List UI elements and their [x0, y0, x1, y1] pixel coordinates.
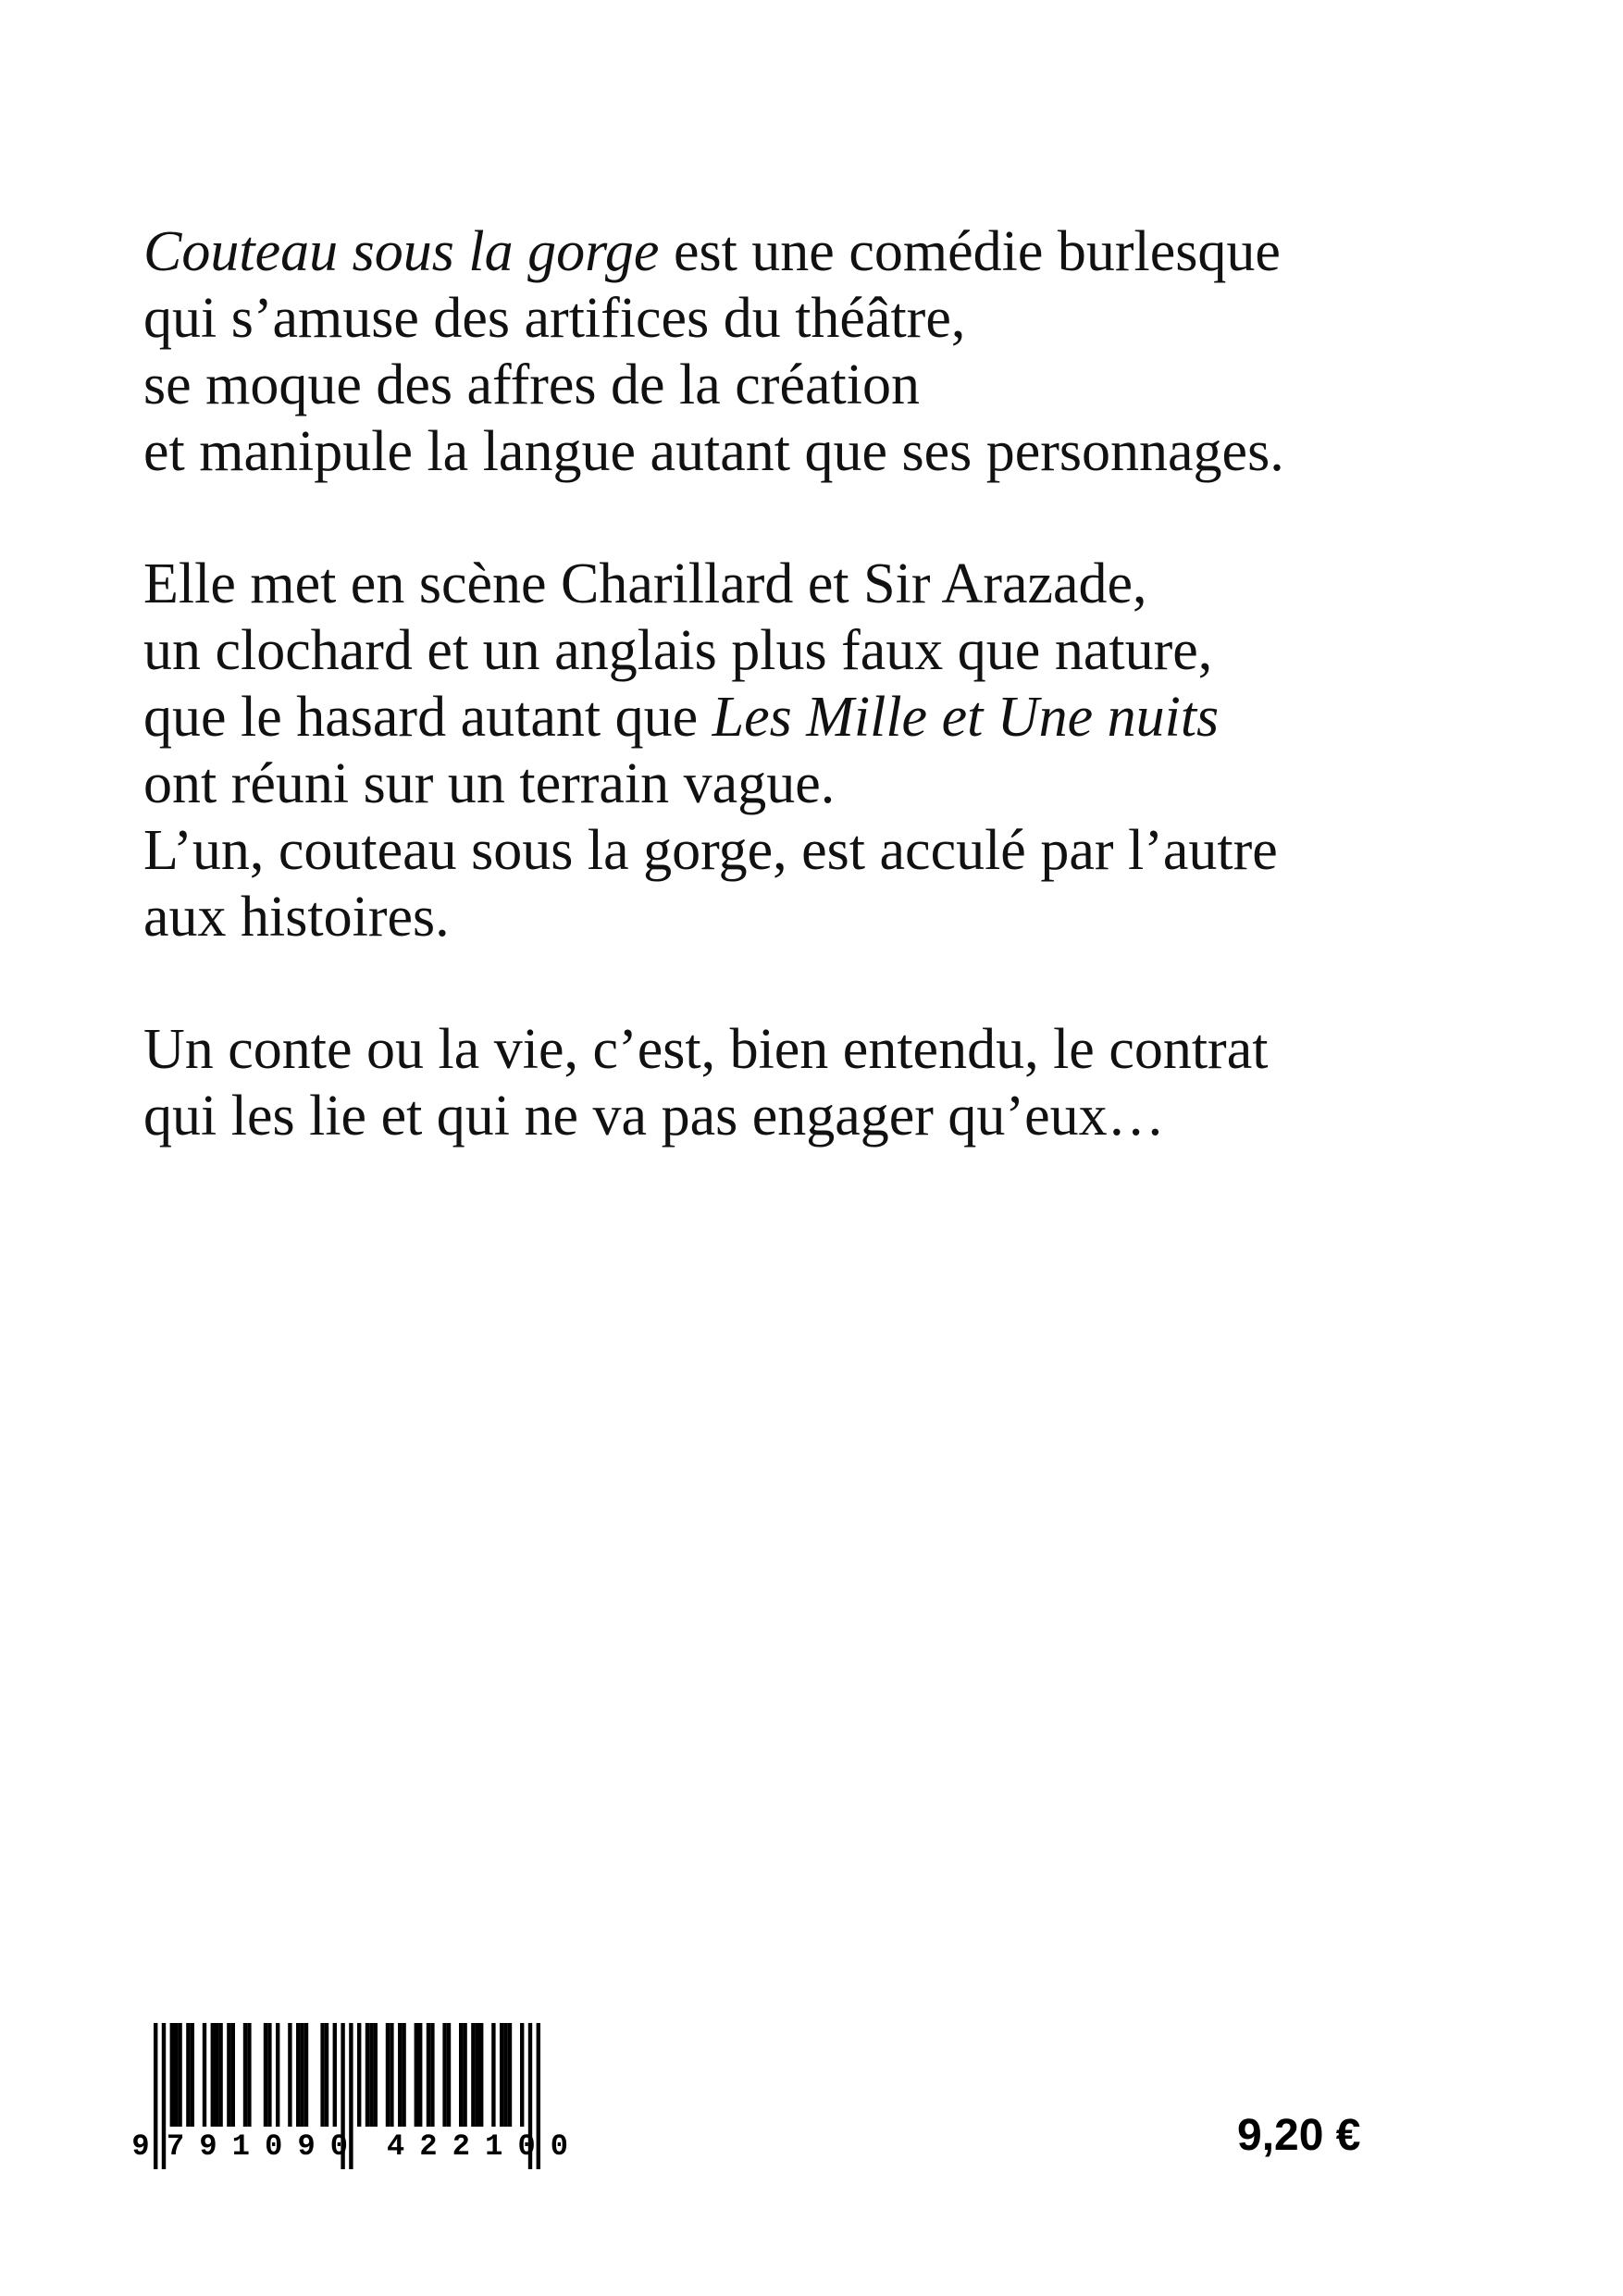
blurb-line: un clochard et un anglais plus faux que nature, [143, 619, 1213, 682]
barcode-bar [500, 2023, 503, 2127]
barcode-bar [243, 2023, 247, 2127]
isbn-lead-digit: 9 [131, 2129, 150, 2160]
barcode-bar [170, 2023, 174, 2127]
barcode-bar [508, 2023, 512, 2127]
barcode-bar [374, 2023, 378, 2127]
referenced-title: Les Mille et Une nuits [712, 686, 1220, 749]
blurb-line [143, 684, 1513, 751]
barcode-bar [191, 2023, 194, 2127]
blurb-line: ont réuni sur un terrain vague. [143, 752, 836, 815]
barcode-bar [218, 2023, 222, 2127]
barcode-bar [418, 2023, 422, 2127]
barcode-bar [211, 2023, 215, 2127]
barcode-bar [267, 2023, 271, 2127]
barcode-bar [288, 2023, 291, 2127]
price-label: 9,20 € [1237, 2111, 1361, 2160]
barcode-bar [325, 2023, 328, 2127]
blurb-line: et manipule la langue autant que ses personnages. [143, 420, 1284, 483]
paragraph-gap [143, 950, 1513, 1016]
blurb-text: que le hasard autant que [143, 686, 712, 749]
barcode-bar [276, 2023, 279, 2127]
barcode-bar [463, 2023, 466, 2127]
barcode-bar [365, 2023, 369, 2127]
barcode-bar [186, 2023, 190, 2127]
barcode-bar [333, 2023, 337, 2127]
barcode-bar [357, 2023, 361, 2127]
blurb-line: se moque des affres de la création [143, 354, 920, 416]
barcode-bar [369, 2023, 373, 2127]
blurb-line: L’un, couteau sous la gorge, est acculé par l’autre [143, 819, 1278, 882]
book-title: Couteau sous la gorge [143, 220, 660, 283]
barcode-bar [520, 2023, 524, 2127]
blurb-line: Elle met en scène Charillard et Sir Arazade, [143, 552, 1147, 615]
blurb-text: est une comédie burlesque [659, 220, 1281, 283]
paragraph-gap [143, 485, 1513, 551]
barcode-bar [402, 2023, 405, 2127]
barcode-bar [247, 2023, 251, 2127]
barcode-bar [459, 2023, 463, 2127]
barcode-bar [415, 2023, 418, 2127]
isbn-digits [130, 2127, 629, 2160]
barcode-bar [203, 2023, 206, 2127]
barcode-bar [427, 2023, 430, 2127]
isbn-left-group: 791090 [167, 2129, 348, 2160]
barcode-bar [264, 2023, 267, 2127]
barcode-bar [442, 2023, 446, 2127]
back-cover-blurb [143, 218, 1513, 1149]
blurb-line: Un conte ou la vie, c’est, bien entendu, le contrat [143, 1018, 1269, 1081]
barcode-bar [471, 2023, 475, 2127]
isbn-digits-svg [130, 2127, 629, 2160]
barcode-bar [491, 2023, 495, 2127]
barcode-bar [503, 2023, 507, 2127]
barcode-bar [231, 2023, 235, 2127]
barcode-bar [215, 2023, 218, 2127]
barcode-bar [227, 2023, 230, 2127]
barcode-bar [476, 2023, 479, 2127]
barcode-bar [320, 2023, 324, 2127]
barcode-bar [447, 2023, 451, 2127]
barcode-bar [300, 2023, 304, 2127]
barcode-bar [304, 2023, 308, 2127]
barcode-bar [430, 2023, 434, 2127]
blurb-line: qui les lie et qui ne va pas engager qu’eux… [143, 1085, 1165, 1148]
barcode-bar [178, 2023, 181, 2127]
barcode-bar [386, 2023, 390, 2127]
blurb-line [143, 218, 1513, 285]
barcode-bar [174, 2023, 178, 2127]
blurb-line: qui s’amuse des artifices du théâtre, [143, 287, 966, 350]
barcode-bar [479, 2023, 483, 2127]
barcode-bar [398, 2023, 402, 2127]
blurb-line: aux histoires. [143, 886, 450, 949]
isbn-right-group: 422100 [387, 2129, 568, 2160]
barcode-bar [296, 2023, 300, 2127]
barcode-bar [390, 2023, 393, 2127]
